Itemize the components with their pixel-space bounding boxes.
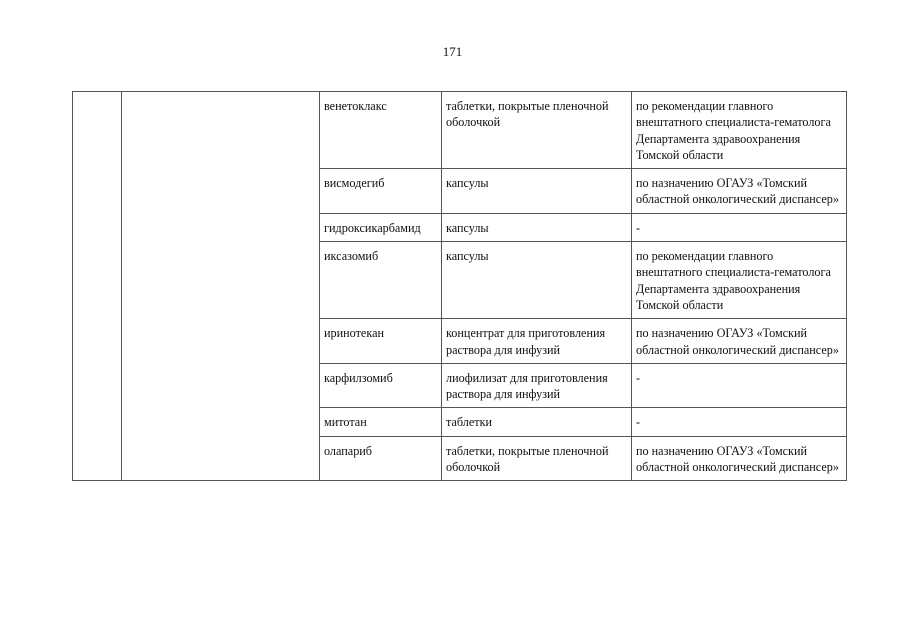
condition-cell: по назначению ОГАУЗ «Томский областной онкологический диспансер» xyxy=(632,169,847,214)
dosage-form-cell: капсулы xyxy=(442,169,632,214)
condition-cell: по назначению ОГАУЗ «Томский областной онкологический диспансер» xyxy=(632,319,847,364)
drug-name-cell: митотан xyxy=(320,408,442,436)
condition-cell: - xyxy=(632,213,847,241)
drug-name-cell: гидроксикарбамид xyxy=(320,213,442,241)
drug-name-cell: иксазомиб xyxy=(320,242,442,319)
drug-name-cell: венетоклакс xyxy=(320,92,442,169)
dosage-form-cell: концентрат для приготовления раствора для инфузий xyxy=(442,319,632,364)
condition-cell: - xyxy=(632,363,847,408)
drug-name-cell: карфилзомиб xyxy=(320,363,442,408)
dosage-form-cell: таблетки, покрытые пленочной оболочкой xyxy=(442,436,632,481)
dosage-form-cell: таблетки, покрытые пленочной оболочкой xyxy=(442,92,632,169)
page-number: 171 xyxy=(442,44,463,59)
condition-cell: - xyxy=(632,408,847,436)
dosage-form-cell: таблетки xyxy=(442,408,632,436)
table-row xyxy=(73,92,847,169)
code-cell xyxy=(73,92,122,481)
drug-name-cell: иринотекан xyxy=(320,319,442,364)
drug-name-cell: висмодегиб xyxy=(320,169,442,214)
condition-cell: по рекомендации главного внештатного специалиста-гематолога Департамента здравоохранения Томской области xyxy=(632,242,847,319)
group-cell xyxy=(122,92,320,481)
drug-name-cell: олапариб xyxy=(320,436,442,481)
dosage-form-cell: капсулы xyxy=(442,213,632,241)
condition-cell: по рекомендации главного внештатного специалиста-гематолога Департамента здравоохранения Томской области xyxy=(632,92,847,169)
condition-cell: по назначению ОГАУЗ «Томский областной онкологический диспансер» xyxy=(632,436,847,481)
drug-table xyxy=(72,91,847,481)
dosage-form-cell: капсулы xyxy=(442,242,632,319)
dosage-form-cell: лиофилизат для приготовления раствора для инфузий xyxy=(442,363,632,408)
